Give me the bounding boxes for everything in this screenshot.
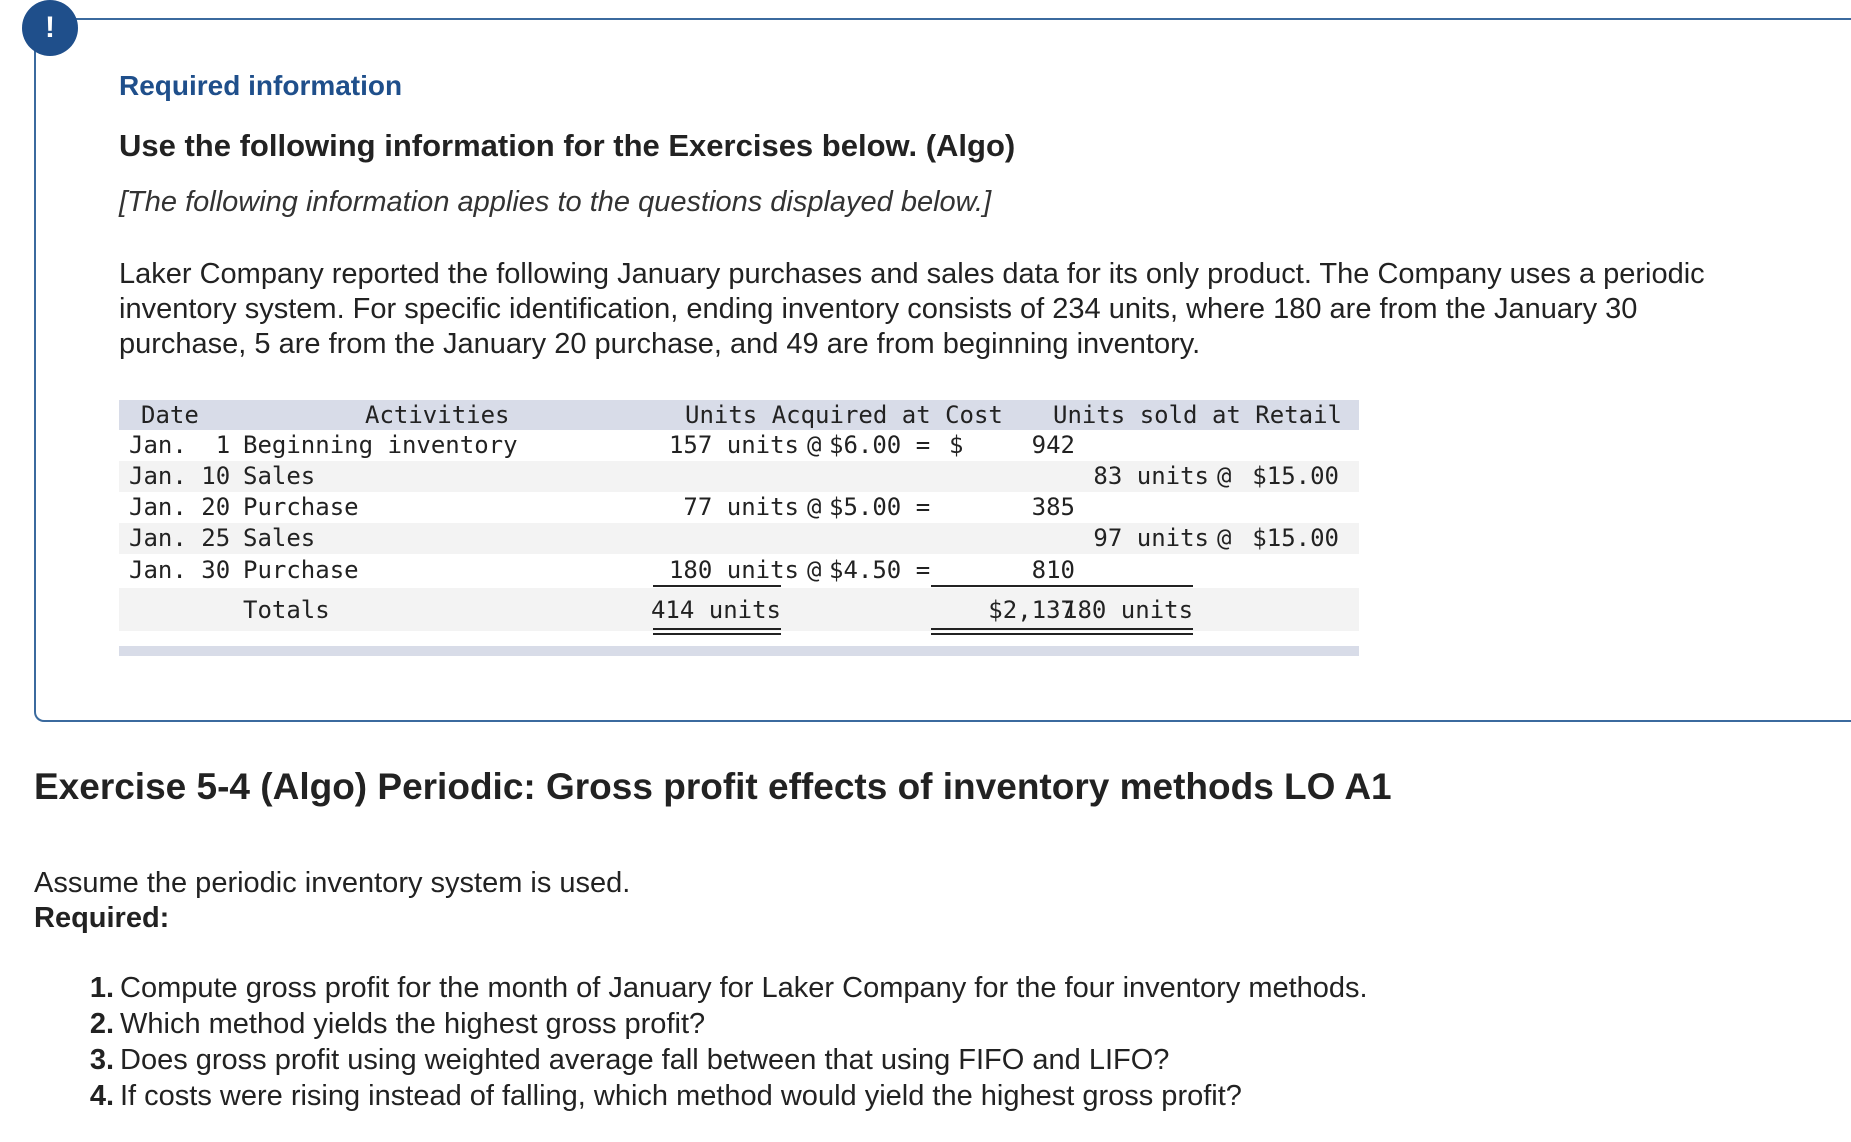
list-item <box>70 1078 1368 1114</box>
table-row-acq-price: $6.00 = <box>829 431 931 459</box>
table-row-acq-total: 942 <box>1031 431 1075 459</box>
sold-underline <box>1063 585 1193 587</box>
cost-underline <box>931 585 1079 587</box>
table-row-acq-units: 77 units <box>683 493 799 521</box>
table-row-sold-at: @ <box>1217 524 1232 552</box>
table-row-acq-at: @ <box>807 493 822 521</box>
info-title: Use the following information for the Exercises below. (Algo) <box>119 128 1016 163</box>
table-bottom-bar <box>119 646 1359 656</box>
exercise-title: Exercise 5-4 (Algo) Periodic: Gross profit effects of inventory methods LO A1 <box>34 766 1392 807</box>
inventory-table <box>119 400 1359 656</box>
table-row-date: Jan. 30 <box>129 556 231 584</box>
question-number: 2. <box>89 1008 114 1040</box>
required-label: Required: <box>34 902 170 934</box>
table-row-activity: Sales <box>243 462 316 490</box>
list-item <box>70 1006 1368 1042</box>
table-row-acq-units: 180 units <box>668 556 799 584</box>
table-row-acq-total: 385 <box>1031 493 1075 521</box>
table-row-sold-units: 83 units <box>1093 462 1209 490</box>
table-row-acq-dollar: $ <box>949 431 964 459</box>
totals-acq-units: 414 units <box>650 596 781 624</box>
table-row-sold-units: 97 units <box>1093 524 1209 552</box>
table-row-sold-at: @ <box>1217 462 1232 490</box>
question-number: 1. <box>89 972 114 1004</box>
list-item <box>70 1042 1368 1078</box>
table-row-sold-price: $15.00 <box>1252 524 1339 552</box>
question-number: 4. <box>89 1080 114 1112</box>
header-units-sold: Units sold at Retail <box>1053 401 1342 429</box>
table-row-acq-price: $5.00 = <box>829 493 931 521</box>
header-units-acquired: Units Acquired at Cost <box>685 401 1003 429</box>
table-row-activity: Beginning inventory <box>243 431 518 459</box>
table-row-date: Jan. 10 <box>129 462 231 490</box>
table-row-acq-price: $4.50 = <box>829 556 931 584</box>
header-activities: Activities <box>365 401 510 429</box>
question-text: If costs were rising instead of falling, which method would yield the highest gross profit? <box>120 1080 1242 1112</box>
assume-text: Assume the periodic inventory system is used. <box>34 867 631 899</box>
question-text: Compute gross profit for the month of January for Laker Company for the four inventory methods. <box>120 972 1368 1004</box>
alert-icon: ! <box>22 0 78 56</box>
question-number: 3. <box>89 1044 114 1076</box>
units-double-underline <box>653 628 781 635</box>
question-list <box>70 970 1368 1114</box>
table-row-activity: Purchase <box>243 493 359 521</box>
question-text: Does gross profit using weighted average fall between that using FIFO and LIFO? <box>120 1044 1170 1076</box>
list-item <box>70 970 1368 1006</box>
table-row-date: Jan. 1 <box>129 431 231 459</box>
sold-double-underline <box>1063 628 1193 635</box>
table-row-acq-at: @ <box>807 556 822 584</box>
info-paragraph: Laker Company reported the following January purchases and sales data for its only product. The Company uses a periodic inventory system. For specific identification, ending inventory consists of 234 units, where 180 are from the January 30 purchase, 5 are from the January 20 purchase, and 49 are from beginning inventory. <box>119 258 1705 360</box>
applies-note: [The following information applies to the questions displayed below.] <box>119 186 992 218</box>
units-underline <box>653 585 781 587</box>
question-text: Which method yields the highest gross profit? <box>120 1008 706 1040</box>
totals-label: Totals <box>243 596 330 624</box>
totals-acq-total: $2,137 <box>988 596 1075 624</box>
table-row-sold-price: $15.00 <box>1252 462 1339 490</box>
header-date: Date <box>141 401 199 429</box>
table-row-date: Jan. 20 <box>129 493 231 521</box>
table-row-acq-at: @ <box>807 431 822 459</box>
table-row-acq-total: 810 <box>1031 556 1075 584</box>
required-information-label: Required information <box>119 70 403 101</box>
table-row-acq-units: 157 units <box>668 431 799 459</box>
table-row-activity: Purchase <box>243 556 359 584</box>
table-row-date: Jan. 25 <box>129 524 231 552</box>
totals-sold-units: 180 units <box>1063 596 1194 624</box>
table-row-activity: Sales <box>243 524 316 552</box>
cost-double-underline <box>931 628 1079 635</box>
